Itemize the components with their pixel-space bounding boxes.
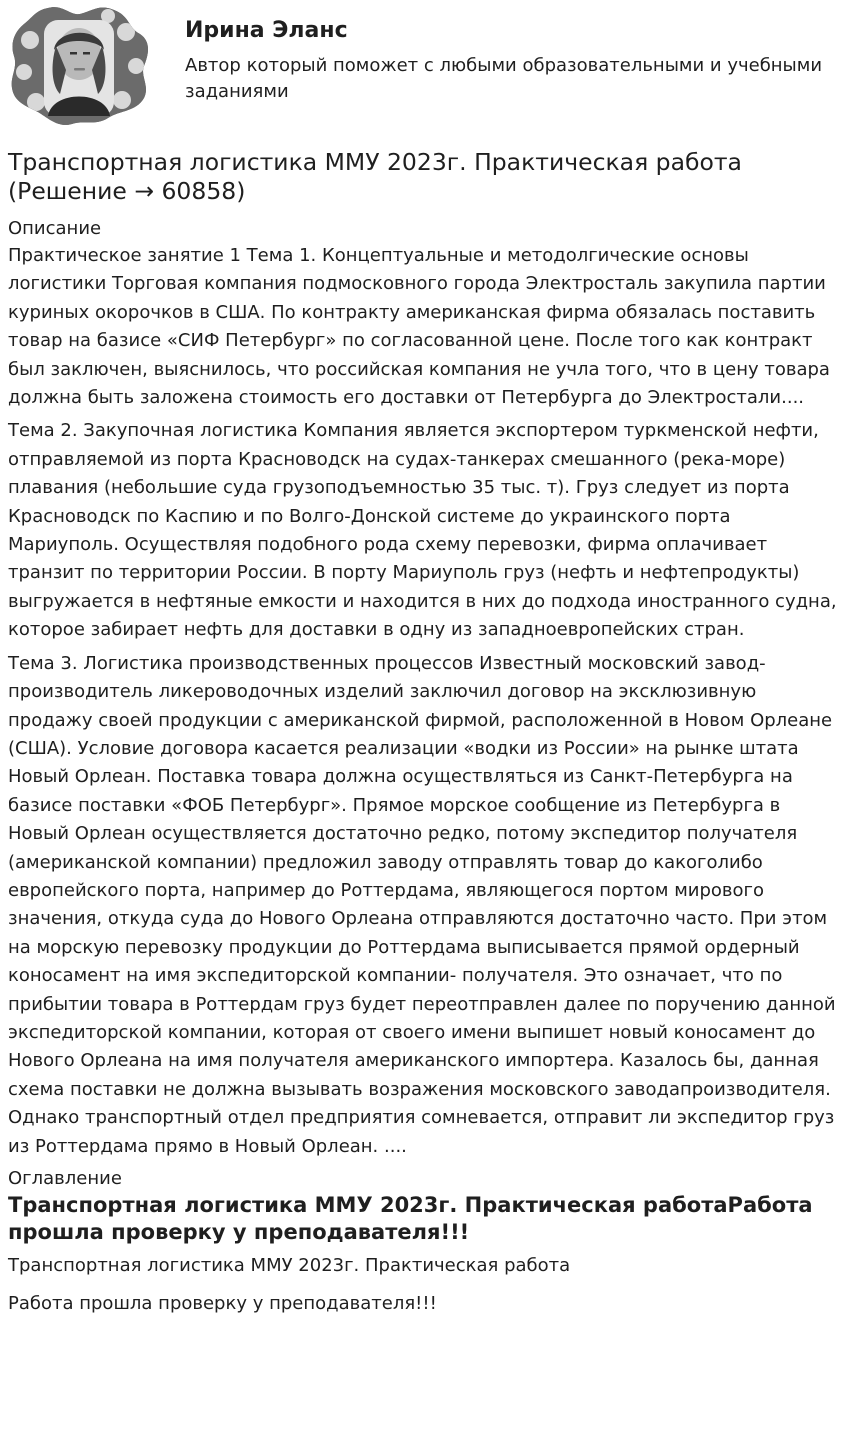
page-title: Транспортная логистика ММУ 2023г. Практическая работа (Решение → 60858) bbox=[8, 148, 742, 205]
main-content bbox=[8, 216, 840, 1328]
author-avatar bbox=[8, 6, 150, 126]
description-paragraph: Практическое занятие 1 Тема 1. Концептуальные и методолгические основы логистики Торговая компания подмосковного города Электросталь закупила партии куриных окорочков в США. По контракту американская фирма обязалась поставить товар на базисе «СИФ Петербург» по согласованной цене. После того как контракт был заключен, выяснилось, что российская компания не учла того, что в цену товара должна быть заложена стоимость его доставки от Петербурга до Электростали.... bbox=[8, 245, 830, 409]
toc-heading: Транспортная логистика ММУ 2023г. Практическая работаРабота прошла проверку у преподавателя!!! bbox=[8, 1193, 813, 1244]
description-paragraph: Тема 3. Логистика производственных процессов Известный московский завод-производитель ликероводочных изделий заключил договор на эксклюзивную продажу своей продукции с американской фирмой, расположенной в Новом Орлеане (США). Условие договора касается реализации «водки из России» на рынке штата Новый Орлеан. Поставка товара должна осуществляться из Санкт-Петербурга на базисе поставки «ФОБ Петербург». Прямое морское сообщение из Петербурга в Новый Орлеан осуществляется достаточно редко, потому экспедитор получателя (американской компании) предложил заводу отправлять товар до какоголибо европейского порта, например до Роттердама, являющегося портом мирового значения, откуда суда до Нового Орлеана отправляются достаточно часто. При этом на морскую перевозку продукции до Роттердама выписывается прямой ордерный коносамент на имя экспедиторской компании- получателя. Это означает, что по прибытии товара в Роттердам груз будет переотправлен далее по поручению данной экспедиторской компании, которая от своего имени выпишет новый коносамент до Нового Орлеана на имя получателя американского импортера. Казалось бы, данная схема поставки не должна вызывать возражения московского заводапроизводителя. Однако транспортный отдел предприятия сомневается, отправит ли экспедитор груз из Роттердама прямо в Новый Орлеан. .... bbox=[8, 652, 836, 1157]
author-name: Ирина Эланс bbox=[185, 18, 348, 43]
author-description: Автор который поможет с любыми образовательными и учебными заданиями bbox=[185, 55, 823, 102]
description-label: Описание bbox=[8, 218, 102, 239]
toc-line: Транспортная логистика ММУ 2023г. Практическая работа bbox=[8, 1255, 571, 1276]
description-paragraph: Тема 2. Закупочная логистика Компания является экспортером туркменской нефти, отправляемой из порта Красноводск на судах-танкерах смешанного (река-море) плавания (небольшие суда грузоподъемностью 35 тыс. т). Груз следует из порта Красноводск по Каспию и по Волго-Донской системе до украинского порта Мариуполь. Осуществляя подобного рода схему перевозки, фирма оплачивает транзит по территории России. В порту Мариуполь груз (нефть и нефтепродукты) выгружается в нефтяные емкости и находится в них до подхода иностранного судна, которое забирает нефть для доставки в одну из западноевропейских стран. bbox=[8, 420, 837, 641]
toc-line: Работа прошла проверку у преподавателя!!! bbox=[8, 1293, 437, 1314]
author-card bbox=[8, 6, 838, 126]
toc-label: Оглавление bbox=[8, 1168, 122, 1189]
